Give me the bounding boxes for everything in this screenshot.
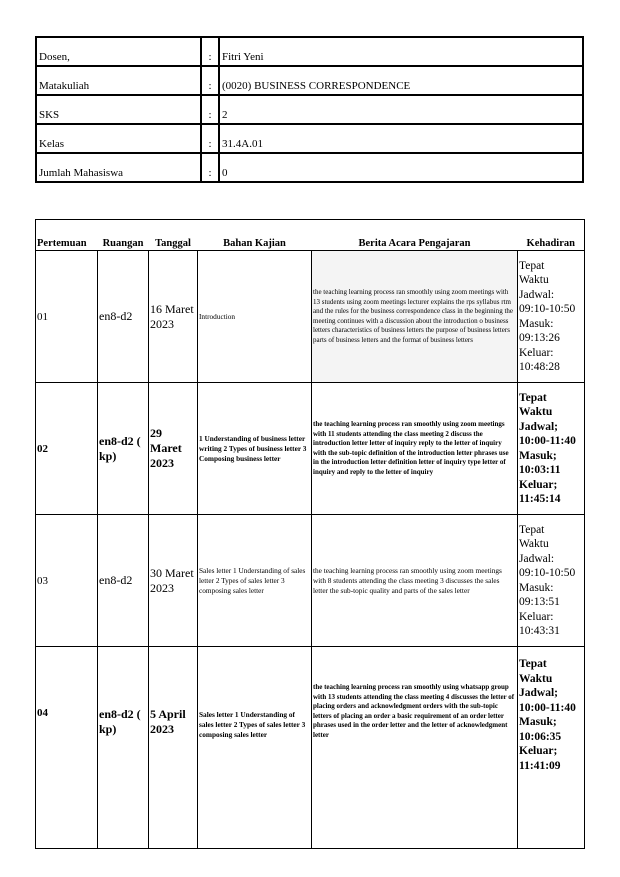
kehadiran-line: Tepat	[519, 259, 545, 272]
kehadiran-line: Tepat	[519, 391, 547, 404]
table-header-row	[36, 229, 585, 251]
kehadiran-line: 09:10-10:50	[519, 567, 576, 579]
kehadiran-line: 10:43:31	[519, 625, 560, 637]
cell-ruangan: en8-d2	[98, 515, 149, 647]
info-label: Kelas	[36, 124, 201, 153]
cell-bahan-kajian: Sales letter 1 Understanding of sales letter 2 Types of sales letter 3 composing sales letter	[198, 647, 312, 849]
cell-pertemuan: 02	[36, 383, 98, 515]
info-row-jumlah-mahasiswa	[36, 153, 583, 182]
kehadiran-line: Tepat	[519, 523, 545, 536]
cell-ruangan: en8-d2	[98, 251, 149, 383]
table-row	[36, 515, 585, 647]
kehadiran-line: Waktu	[519, 538, 549, 550]
kehadiran-line: Jadwal;	[519, 687, 558, 699]
table-top-spacer	[36, 220, 585, 230]
cell-tanggal: 30 Maret 2023	[149, 515, 198, 647]
cell-pertemuan: 03	[36, 515, 98, 647]
info-value: 0	[219, 153, 583, 182]
kehadiran-line: 10:06:35	[519, 730, 562, 743]
kehadiran-line: Masuk:	[519, 581, 554, 594]
course-info-table	[35, 36, 584, 183]
kehadiran-line: 11:41:09	[519, 759, 561, 772]
info-separator: :	[201, 124, 219, 153]
info-separator: :	[201, 37, 219, 66]
info-row-dosen	[36, 37, 583, 66]
kehadiran-line: Jadwal;	[519, 420, 558, 433]
info-label: SKS	[36, 95, 201, 124]
cell-bahan-kajian: Introduction	[198, 251, 312, 383]
kehadiran-line: 11:45:14	[519, 493, 561, 505]
kehadiran-line: Jadwal:	[519, 288, 555, 301]
info-separator: :	[201, 66, 219, 95]
cell-berita-acara: the teaching learning process ran smoothly using zoom meetings with 8 students attending the class meeting 3 discusses the sales letter the sub-topic quality and parts of the sales letter	[312, 515, 518, 647]
table-row	[36, 647, 585, 849]
info-value: 2	[219, 95, 583, 124]
info-row-matakuliah	[36, 66, 583, 95]
cell-berita-acara: the teaching learning process ran smoothly using whatsapp group with 13 students attending the class meeting 4 discusses the letter of placing orders and acknowledgment orders with the sub-topic letters of placing an order a basic requirement of an order letter phrases used in the order letter and the letter of acknowledgment letter	[312, 647, 518, 849]
kehadiran-line: 09:10-10:50	[519, 303, 576, 315]
kehadiran-line: 10:00-11:40	[519, 701, 576, 714]
info-row-kelas	[36, 124, 583, 153]
table-row	[36, 383, 585, 515]
info-separator: :	[201, 95, 219, 124]
teaching-record-table	[35, 219, 585, 849]
cell-berita-acara: the teaching learning process ran smoothly using zoom meetings with 13 students using zoom meetings lecturer explains the rps syllabus rtm and the rules for the business correspondence class in the beginning the meeting continues with a discussion about the introduction o business letters characteristics of business letters the purpose of business letters parts of business letters and the format of business letters	[312, 251, 518, 383]
kehadiran-line: Tepat	[519, 658, 547, 670]
header-tanggal: Tanggal	[149, 229, 198, 251]
header-bahan-kajian: Bahan Kajian	[198, 229, 312, 251]
cell-pertemuan: 04	[36, 647, 98, 849]
kehadiran-line: Waktu	[519, 274, 549, 286]
info-row-sks	[36, 95, 583, 124]
info-label: Matakuliah	[36, 66, 201, 95]
kehadiran-line: 10:03:11	[519, 464, 561, 476]
cell-kehadiran	[518, 647, 585, 849]
header-kehadiran: Kehadiran	[518, 229, 585, 251]
cell-kehadiran	[518, 251, 585, 383]
info-value: Fitri Yeni	[219, 37, 583, 66]
kehadiran-line: 09:13:51	[519, 596, 560, 608]
cell-bahan-kajian: 1 Understanding of business letter writing 2 Types of business letter 3 Composing business letter	[198, 383, 312, 515]
header-berita-acara: Berita Acara Pengajaran	[312, 229, 518, 251]
info-value: 31.4A.01	[219, 124, 583, 153]
kehadiran-line: Masuk;	[519, 449, 557, 462]
info-value: (0020) BUSINESS CORRESPONDENCE	[219, 66, 583, 95]
kehadiran-line: 10:48:28	[519, 361, 560, 373]
table-row	[36, 251, 585, 383]
kehadiran-line: 10:00-11:40	[519, 435, 576, 447]
cell-ruangan: en8-d2 ( kp)	[98, 647, 149, 849]
cell-pertemuan: 01	[36, 251, 98, 383]
cell-tanggal: 5 April 2023	[149, 647, 198, 849]
header-ruangan: Ruangan	[98, 229, 149, 251]
cell-bahan-kajian: Sales letter 1 Understanding of sales letter 2 Types of sales letter 3 composing sales letter	[198, 515, 312, 647]
cell-kehadiran	[518, 515, 585, 647]
info-separator: :	[201, 153, 219, 182]
cell-berita-acara: the teaching learning process ran smoothly using zoom meetings with 11 students attending the class meeting 2 discuss the introduction letter letter of inquiry reply to the letter of inquiry with the sub-topic definition of the introduction letter phrases use in the introduction letter definition letter of inquiry type letter of inquiry and reply to the letter of inquiry	[312, 383, 518, 515]
kehadiran-line: 09:13:26	[519, 332, 560, 344]
kehadiran-line: Masuk:	[519, 317, 554, 330]
cell-tanggal: 29 Maret 2023	[149, 383, 198, 515]
kehadiran-line: Keluar;	[519, 478, 558, 491]
cell-kehadiran	[518, 383, 585, 515]
kehadiran-line: Keluar:	[519, 346, 554, 359]
kehadiran-line: Waktu	[519, 406, 553, 418]
header-pertemuan: Pertemuan	[36, 229, 98, 251]
cell-ruangan: en8-d2 ( kp)	[98, 383, 149, 515]
cell-tanggal: 16 Maret 2023	[149, 251, 198, 383]
kehadiran-line: Keluar:	[519, 610, 554, 623]
kehadiran-line: Waktu	[519, 672, 553, 685]
info-label: Dosen,	[36, 37, 201, 66]
info-label: Jumlah Mahasiswa	[36, 153, 201, 182]
kehadiran-line: Jadwal:	[519, 552, 555, 565]
kehadiran-line: Keluar;	[519, 745, 558, 757]
kehadiran-line: Masuk;	[519, 716, 557, 728]
